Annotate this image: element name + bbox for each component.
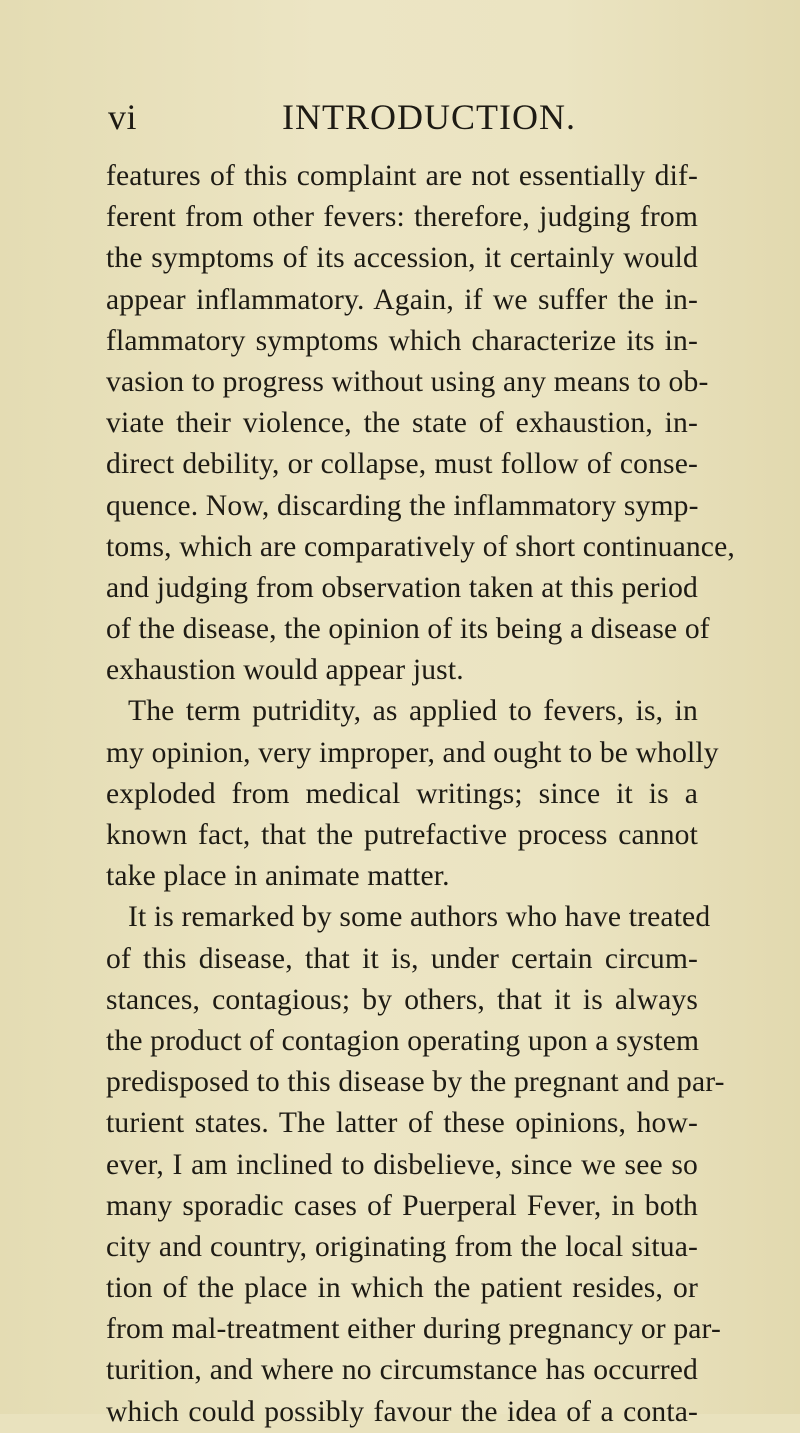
text-line: and judging from observation taken at this period xyxy=(106,571,698,604)
paragraph-end-line: exhaustion would appear just. xyxy=(106,654,464,687)
running-head: INTRODUCTION. xyxy=(282,97,576,137)
text-line: features of this complaint are not essentially dif- xyxy=(106,160,698,192)
text-line: appear inflammatory. Again, if we suffer the in- xyxy=(106,283,698,316)
text-line: viate their violence, the state of exhaustion, in- xyxy=(106,407,698,440)
text-line: vasion to progress without using any means to ob- xyxy=(106,365,709,398)
text-line: turition, and where no circumstance has occurred xyxy=(106,1354,698,1387)
text-line: from mal-treatment either during pregnancy or par- xyxy=(106,1313,721,1346)
text-line: exploded from medical writings; since it is a xyxy=(106,777,698,810)
paragraph-first-line: It is remarked by some authors who have treated xyxy=(128,901,711,934)
text-line: city and country, originating from the local situa- xyxy=(106,1230,698,1263)
text-line: flammatory symptoms which characterize its in- xyxy=(106,324,698,357)
text-line: ever, I am inclined to disbelieve, since we see so xyxy=(106,1148,698,1181)
text-line: the product of contagion operating upon a system xyxy=(106,1024,700,1057)
text-line: tion of the place in which the patient resides, or xyxy=(106,1272,698,1305)
text-line: of the disease, the opinion of its being a disease of xyxy=(106,613,710,646)
text-line: predisposed to this disease by the pregnant and par- xyxy=(106,1066,725,1099)
text-line: stances, contagious; by others, that it is always xyxy=(106,983,698,1016)
body-text xyxy=(106,156,735,1433)
page-number: vi xyxy=(108,97,138,137)
text-line: the symptoms of its accession, it certainly would xyxy=(106,242,698,275)
text-line: of this disease, that it is, under certain circum- xyxy=(106,942,698,975)
page-header xyxy=(108,96,698,146)
text-line: ferent from other fevers: therefore, judging from xyxy=(106,201,698,234)
text-line: known fact, that the putrefactive process cannot xyxy=(106,819,698,851)
text-line: which could possibly favour the idea of a conta- xyxy=(106,1395,698,1428)
paragraph-end-line: take place in animate matter. xyxy=(106,860,450,893)
text-line: toms, which are comparatively of short continuance, xyxy=(106,530,735,563)
paragraph-first-line: The term putridity, as applied to fevers, is, in xyxy=(128,695,698,728)
text-line: many sporadic cases of Puerperal Fever, in both xyxy=(106,1189,698,1222)
text-line: quence. Now, discarding the inflammatory symp- xyxy=(106,489,699,522)
text-line: direct debility, or collapse, must follow of conse- xyxy=(106,448,698,481)
text-line: my opinion, very improper, and ought to be wholly xyxy=(106,736,719,769)
text-line: turient states. The latter of these opinions, how- xyxy=(106,1107,698,1140)
